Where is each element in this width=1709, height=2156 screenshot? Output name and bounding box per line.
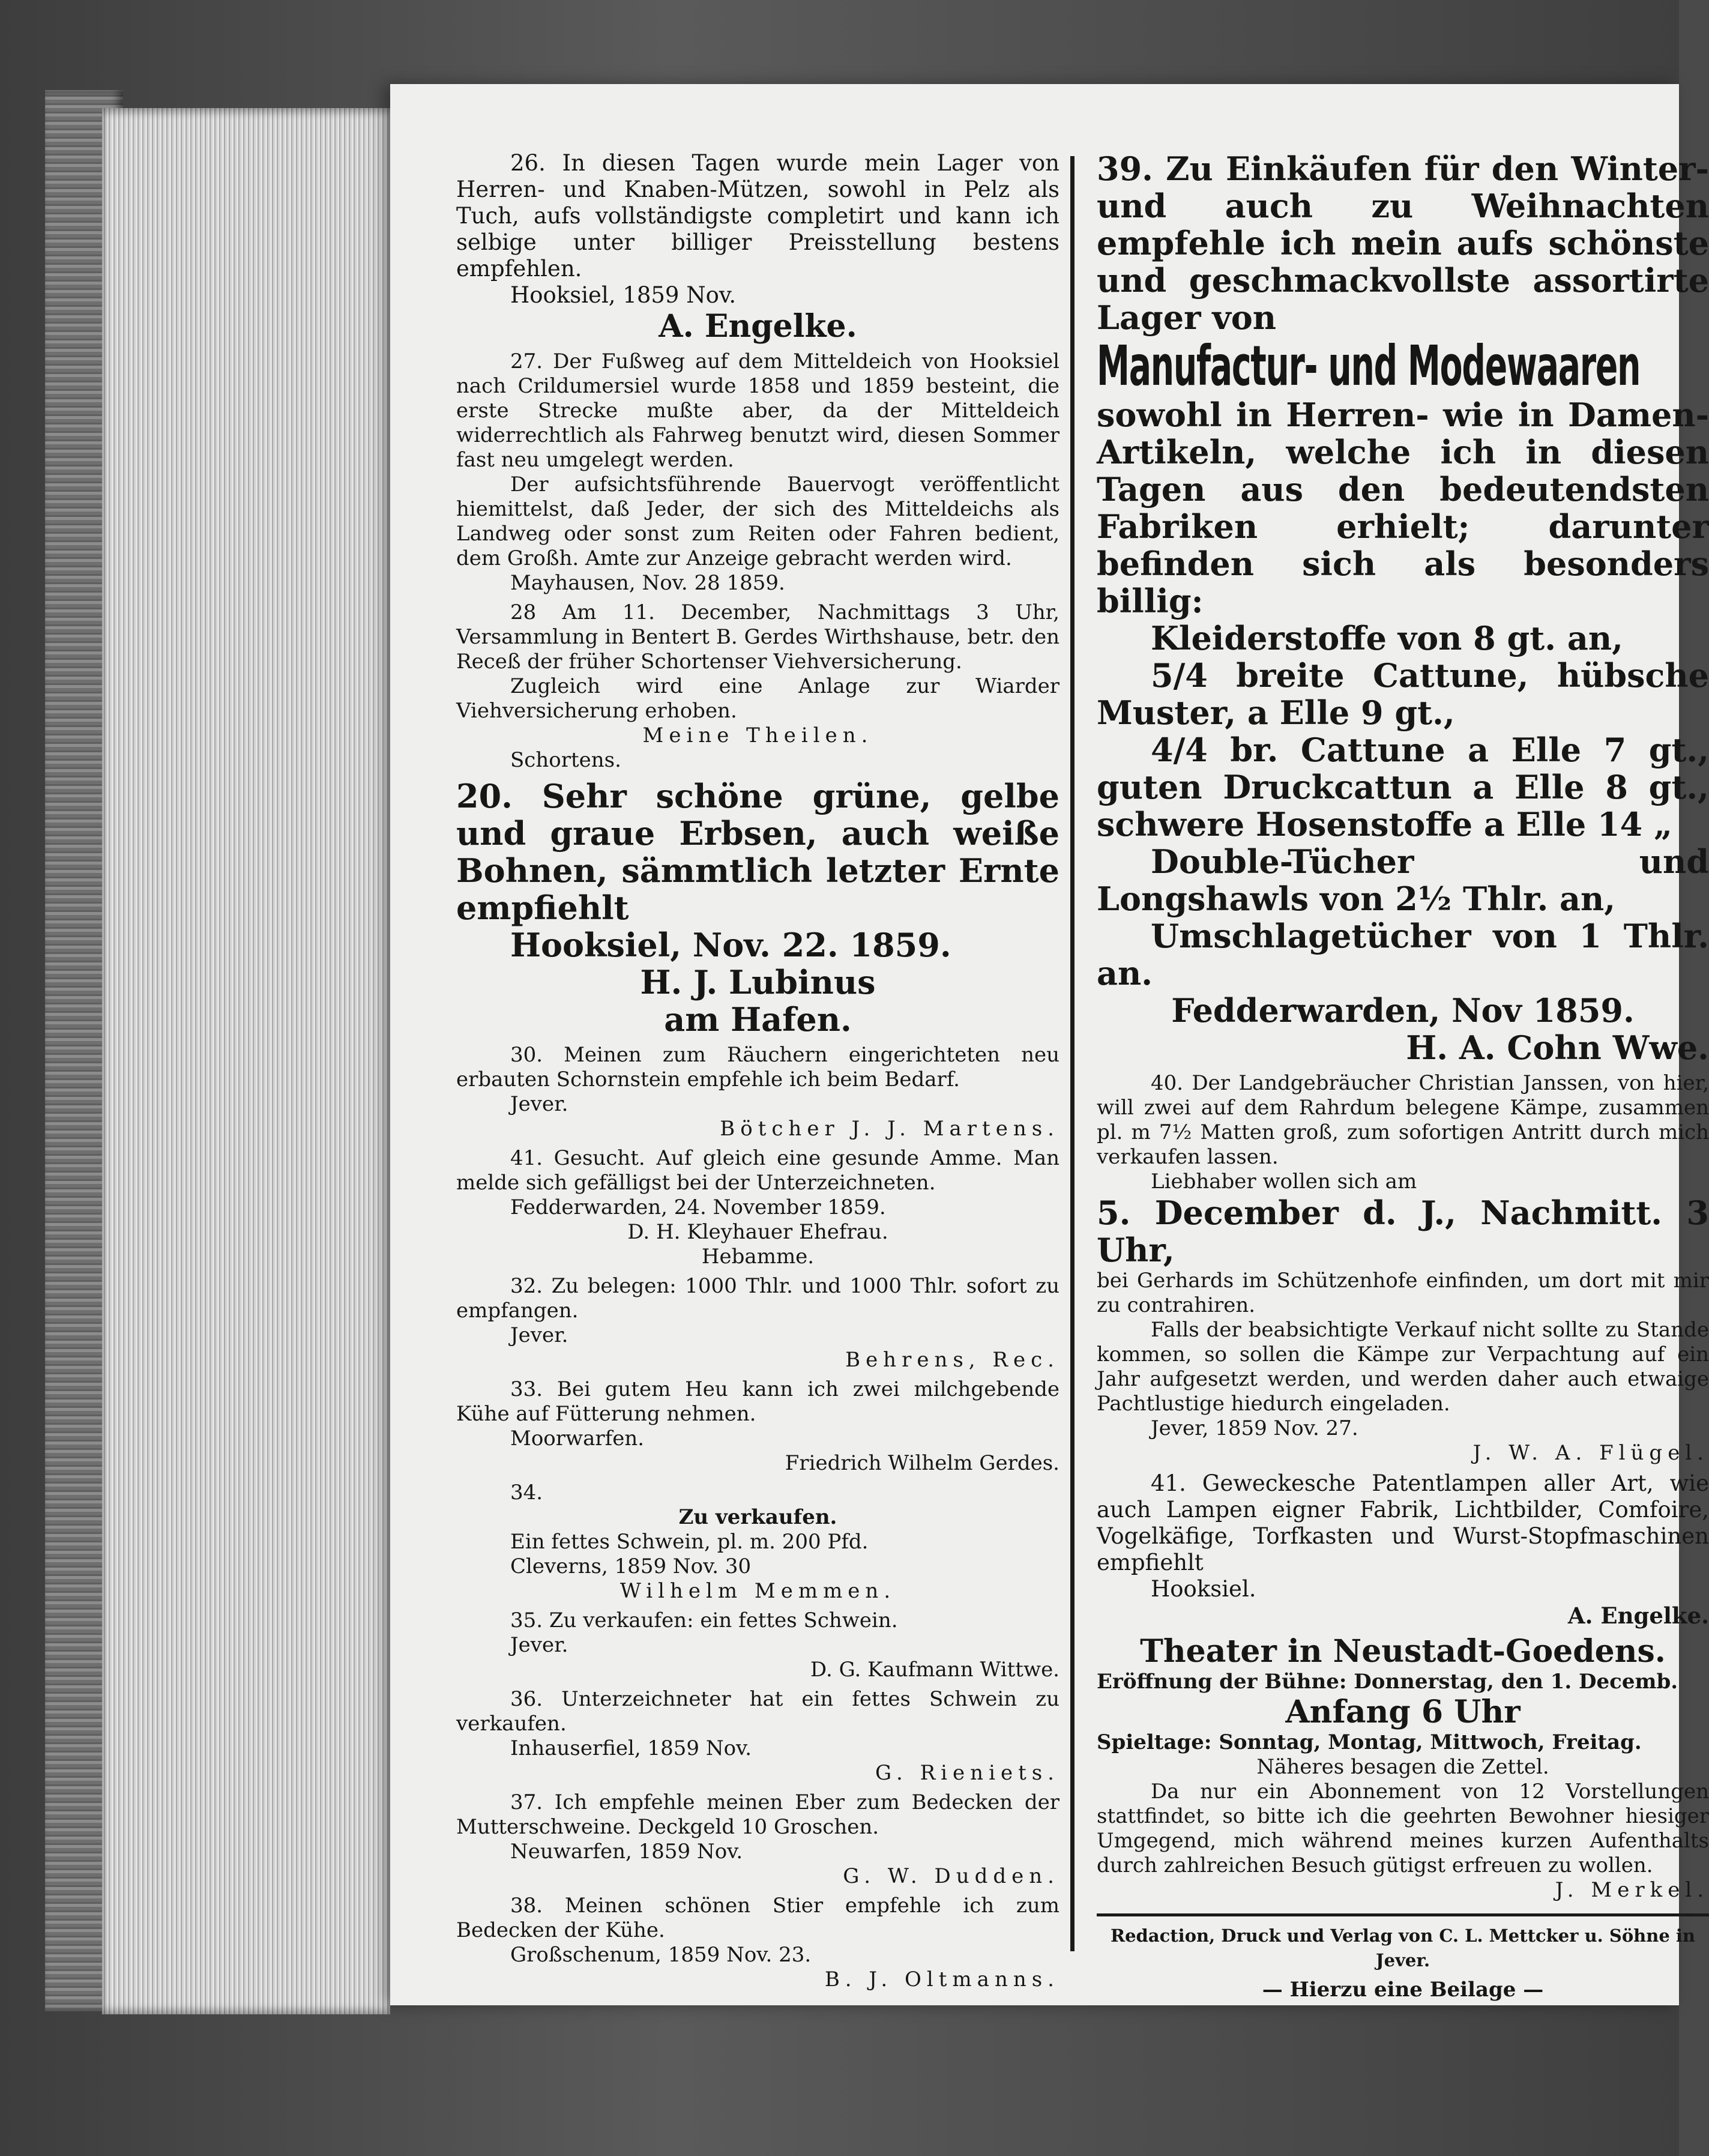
page-edges	[102, 108, 390, 2014]
ad-28-sign: Meine Theilen.	[642, 723, 873, 747]
ad-36-text: 36. Unterzeichneter hat ein fettes Schwein zu verkaufen.	[456, 1687, 1059, 1736]
ad-34-num: 34.	[510, 1481, 543, 1505]
ad-27-text: 27. Der Fußweg auf dem Mitteldeich von Hooksiel nach Crildumersiel wurde 1858 und 1859 besteint, die erste Strecke mußte aber, da der Mitteldeich widerrechtlich als Fahrweg benutzt wird, diesen Sommer fast neu umgelegt werden.	[456, 349, 1059, 472]
ad-34-place: Cleverns, 1859 Nov. 30	[510, 1554, 752, 1578]
ad-40-text3: bei Gerhards im Schützenhofe einfinden, um dort mit mir zu contrahiren.	[1097, 1269, 1709, 1317]
ad-33-place: Moorwarfen.	[510, 1427, 645, 1451]
ad-32-sign: Behrens, Rec.	[845, 1348, 1059, 1372]
theater-start: Anfang 6 Uhr	[1285, 1694, 1521, 1730]
ad-36-sign: G. Rieniets.	[875, 1761, 1059, 1785]
ad-41b-sign: A. Engelke.	[1567, 1602, 1709, 1629]
left-column	[456, 150, 1059, 1992]
theater-opening: Eröffnung der Bühne: Donnerstag, den 1. Decemb.	[1097, 1670, 1678, 1694]
ad-38-text: 38. Meinen schönen Stier empfehle ich zum Bedecken der Kühe.	[456, 1894, 1059, 1942]
ad-39-intro: 39. Zu Einkäufen für den Winter- und auch zu Weihnachten empfehle ich mein aufs schönste und geschmackvollste assortirte Lager von	[1097, 149, 1709, 337]
ad-34-sign: Wilhelm Memmen.	[619, 1579, 896, 1603]
ad-35-place: Jever.	[510, 1633, 568, 1657]
ad-38-sign: B. J. Oltmanns.	[824, 1967, 1059, 1991]
theater-title: Theater in Neustadt-Goedens.	[1140, 1633, 1666, 1670]
ad-39-item-2: 5/4 breite Cattune, hübsche Muster, a Elle 9 gt.,	[1097, 656, 1709, 732]
ad-33-sign: Friedrich Wilhelm Gerdes.	[785, 1451, 1059, 1475]
ad-40-sign: J. W. A. Flügel.	[1472, 1441, 1709, 1465]
ad-28-place: Schortens.	[510, 748, 621, 772]
ad-30-text: 30. Meinen zum Räuchern eingerichteten neu erbauten Schornstein empfehle ich beim Bedarf.	[456, 1043, 1059, 1092]
ad-40-text2: Liebhaber wollen sich am	[1151, 1170, 1417, 1194]
ad-41a-place: Fedderwarden, 24. November 1859.	[510, 1195, 886, 1219]
ad-20-text: 20. Sehr schöne grüne, gelbe und graue Erbsen, auch weiße Bohnen, sämmtlich letzter Ernte empfiehlt	[456, 777, 1059, 927]
ad-27-text2: Der aufsichtsführende Bauervogt veröffentlicht hiemittelst, daß Jeder, der sich des Mitteldeichs als Landweg oder sonst zum Reiten oder Fahren bedient, dem Großh. Amte zur Anzeige gebracht werden wird.	[456, 473, 1059, 570]
ad-40-place: Jever, 1859 Nov. 27.	[1151, 1416, 1358, 1440]
ad-34-head: Zu verkaufen.	[678, 1505, 837, 1529]
ad-33-text: 33. Bei gutem Heu kann ich zwei milchgebende Kühe auf Fütterung nehmen.	[456, 1377, 1059, 1426]
ad-28-text2: Zugleich wird eine Anlage zur Wiarder Viehversicherung erhoben.	[456, 674, 1059, 723]
ad-30-place: Jever.	[510, 1092, 568, 1116]
ad-39-sign: H. A. Cohn Wwe.	[1406, 1028, 1709, 1067]
theater-days: Spieltage: Sonntag, Montag, Mittwoch, Freitag.	[1097, 1730, 1642, 1754]
ad-26-place: Hooksiel, 1859 Nov.	[510, 282, 737, 308]
ad-41a-text: 41. Gesucht. Auf gleich eine gesunde Amme. Man melde sich gefälligst bei der Unterzeichneten.	[456, 1146, 1059, 1195]
ad-38-place: Großschenum, 1859 Nov. 23.	[510, 1943, 812, 1967]
footer-imprint: Redaction, Druck und Verlag von C. L. Mettcker u. Söhne in Jever.	[1111, 1925, 1695, 1970]
ad-40-text: 40. Der Landgebräucher Christian Janssen, von hier, will zwei auf dem Rahrdum belegene Kämpe, zusammen pl. m 7½ Matten groß, zum sofortigen Antritt durch mich verkaufen lassen.	[1097, 1071, 1709, 1169]
ad-39-headline: Manufactur- und Modewaaren	[1097, 334, 1641, 398]
ad-37-sign: G. W. Dudden.	[843, 1864, 1059, 1888]
ad-37-text: 37. Ich empfehle meinen Eber zum Bedecken der Mutterschweine. Deckgeld 10 Groschen.	[456, 1790, 1059, 1839]
theater-text: Da nur ein Abonnement von 12 Vorstellungen stattfindet, so bitte ich die geehrten Bewohner hiesiger Umgegend, mich während meines kurzen Aufenthalts durch zahlreichen Besuch gütigst erfreuen zu wollen.	[1097, 1780, 1709, 1877]
ad-41b-text: 41. Geweckesche Patentlampen aller Art, wie auch Lampen eigner Fabrik, Lichtbilder, Comfoire, Vogelkäfige, Torfkasten und Wurst-Stopfmaschinen empfiehlt	[1097, 1470, 1709, 1575]
ad-37-place: Neuwarfen, 1859 Nov.	[510, 1840, 743, 1864]
ad-34-text: Ein fettes Schwein, pl. m. 200 Pfd.	[510, 1530, 869, 1554]
ad-35-sign: D. G. Kaufmann Wittwe.	[810, 1658, 1059, 1682]
ad-26-text: 26. In diesen Tagen wurde mein Lager von Herren- und Knaben-Mützen, sowohl in Pelz als Tuch, aufs vollständigste completirt und kann ich selbige unter billiger Preisstellung bestens empfehlen.	[456, 150, 1059, 282]
ad-28-text: 28 Am 11. December, Nachmittags 3 Uhr, Versammlung in Bentert B. Gerdes Wirthshause, betr. den Receß der früher Schortenser Viehversicherung.	[456, 600, 1059, 674]
ad-39-body: sowohl in Herren- wie in Damen-Artikeln, welche ich in diesen Tagen aus den bedeutendsten Fabriken erhielt; darunter befinden sich als besonders billig:	[1097, 396, 1709, 620]
ad-26-sign: A. Engelke.	[659, 308, 857, 345]
ad-40-date: 5. December d. J., Nachmitt. 3 Uhr,	[1097, 1194, 1709, 1269]
footer-rule	[1097, 1913, 1709, 1916]
ad-32-place: Jever.	[510, 1323, 568, 1347]
ad-39-item-4: Double-Tücher und Longshawls von 2½ Thlr. an,	[1097, 842, 1709, 918]
ad-39-item-5: Umschlagetücher von 1 Thlr. an.	[1097, 917, 1709, 992]
column-rule	[1070, 156, 1075, 1951]
newspaper-page	[390, 84, 1709, 2005]
ad-39-item-1: Kleiderstoffe von 8 gt. an,	[1151, 619, 1623, 657]
footer-supplement: — Hierzu eine Beilage —	[1262, 1978, 1544, 2002]
ad-40-text4: Falls der beabsichtigte Verkauf nicht sollte zu Stande kommen, so sollen die Kämpe zur Verpachtung auf ein Jahr aufgesetzt werden, und werden daher auch etwaige Pachtlustige hiedurch eingeladen.	[1097, 1318, 1709, 1416]
theater-sign: J. Merkel.	[1555, 1878, 1709, 1902]
ad-20-place: Hooksiel, Nov. 22. 1859.	[510, 926, 951, 964]
ad-39-item-3: 4/4 br. Cattune a Elle 7 gt., guten Druckcattun a Elle 8 gt., schwere Hosenstoffe a Elle 14 „	[1097, 731, 1709, 844]
ad-20-sign1: H. J. Lubinus	[640, 963, 876, 1001]
theater-more: Näheres besagen die Zettel.	[1256, 1755, 1549, 1779]
ad-32-text: 32. Zu belegen: 1000 Thlr. und 1000 Thlr. sofort zu empfangen.	[456, 1274, 1059, 1323]
ad-41b-place: Hooksiel.	[1151, 1576, 1256, 1602]
right-column	[1097, 150, 1709, 2002]
ad-41a-sign2: Hebamme.	[701, 1245, 815, 1269]
ad-39-place: Fedderwarden, Nov 1859.	[1171, 991, 1635, 1030]
ad-30-sign: Bötcher J. J. Martens.	[720, 1117, 1059, 1141]
ad-36-place: Inhauserfiel, 1859 Nov.	[510, 1736, 752, 1760]
ad-41a-sign1: D. H. Kleyhauer Ehefrau.	[627, 1220, 888, 1244]
ad-20-sign2: am Hafen.	[664, 1000, 852, 1039]
ad-27-place: Mayhausen, Nov. 28 1859.	[510, 571, 785, 595]
ad-35-text: 35. Zu verkaufen: ein fettes Schwein.	[510, 1608, 898, 1632]
